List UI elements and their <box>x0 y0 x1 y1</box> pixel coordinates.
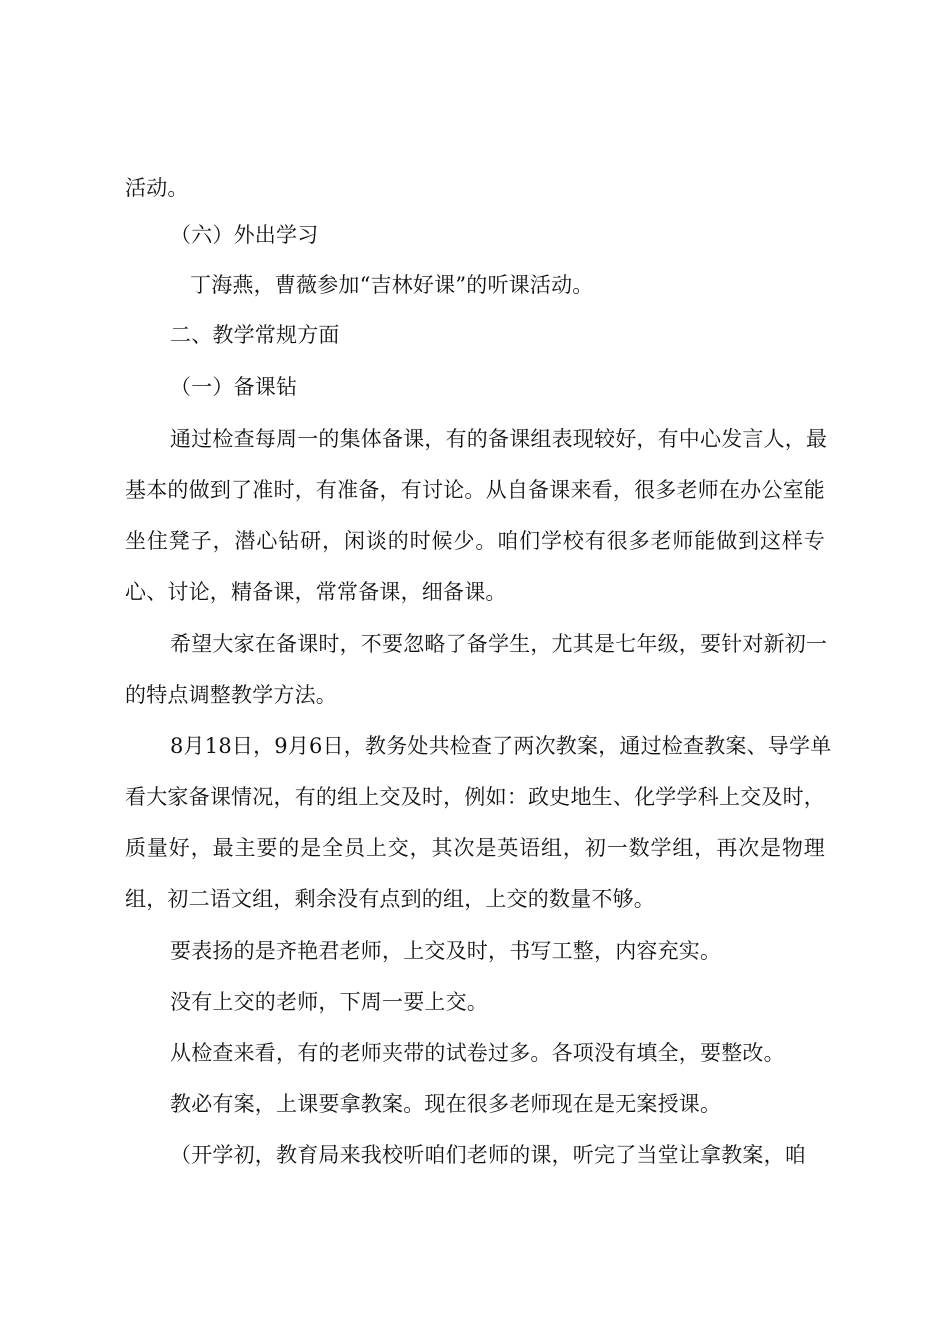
paragraph-line-15: 组，初二语文组，剩余没有点到的组，上交的数量不够。 <box>125 887 655 911</box>
paragraph-line-11: 的特点调整教学方法。 <box>125 683 337 707</box>
paragraph-line-18: 从检查来看，有的老师夹带的试卷过多。各项没有填全，要整改。 <box>170 1041 785 1065</box>
paragraph-line-16: 要表扬的是齐艳君老师，上交及时，书写工整，内容充实。 <box>170 939 722 963</box>
section-heading-outing-study: （六）外出学习 <box>170 223 319 247</box>
text-line-1: 活动。 <box>125 176 189 200</box>
paragraph-line-19: 教必有案，上课要拿教案。现在很多老师现在是无案授课。 <box>170 1092 722 1116</box>
paragraph-line-9: 心、讨论，精备课，常常备课，细备课。 <box>125 580 507 604</box>
paragraph-line-12: 8月18日，9月6日，教务处共检查了两次教案，通过检查教案、导学单 <box>170 734 832 758</box>
paragraph-line-13: 看大家备课情况，有的组上交及时，例如：政史地生、化学学科上交及时， <box>125 785 825 809</box>
paragraph-line-7: 基本的做到了准时，有准备，有讨论。从自备课来看，很多老师在办公室能 <box>125 478 825 502</box>
paragraph-line-6: 通过检查每周一的集体备课，有的备课组表现较好，有中心发言人，最 <box>170 427 828 451</box>
paragraph-line-8: 坐住凳子，潜心钻研，闲谈的时候少。咱们学校有很多老师能做到这样专 <box>125 529 825 553</box>
paragraph-line-14: 质量好，最主要的是全员上交，其次是英语组，初一数学组，再次是物理 <box>125 836 825 860</box>
paragraph-line-10: 希望大家在备课时，不要忽略了备学生，尤其是七年级，要针对新初一 <box>170 632 828 656</box>
paragraph-line-20: （开学初，教育局来我校听咱们老师的课，听完了当堂让拿教案，咱 <box>170 1143 806 1167</box>
paragraph-line-17: 没有上交的老师，下周一要上交。 <box>170 990 488 1014</box>
section-heading-lesson-prep: （一）备课钻 <box>170 375 298 399</box>
text-line-3: 丁海燕，曹薇参加“吉林好课”的听课活动。 <box>190 273 594 297</box>
section-heading-teaching-routine: 二、教学常规方面 <box>170 323 340 347</box>
